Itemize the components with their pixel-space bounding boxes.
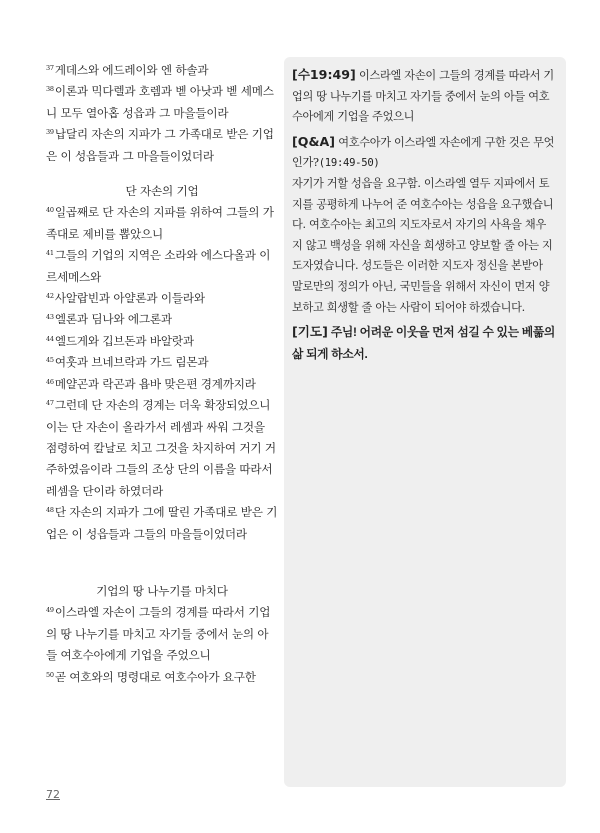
verse bbox=[46, 202, 278, 245]
verse-text: 그들의 기업의 지역은 소라와 에스다올과 이르세메스와 bbox=[46, 248, 271, 284]
verse-number: 37 bbox=[46, 64, 54, 72]
prayer-label: [기도] bbox=[292, 324, 328, 340]
section-heading-land: 기업의 땅 나누기를 마치다 bbox=[96, 583, 228, 598]
prayer-paragraph bbox=[292, 322, 556, 365]
verse-text: 납달리 자손의 지파가 그 가족대로 받은 기업은 이 성읍들과 그 마을들이었더라 bbox=[46, 127, 274, 163]
verse-text: 사알랍빈과 아얄론과 이들라와 bbox=[54, 291, 205, 306]
verse-text: 메얄곤과 락곤과 욥바 맞은편 경계까지라 bbox=[54, 376, 256, 391]
verse bbox=[46, 309, 278, 330]
verse bbox=[46, 331, 278, 352]
verse-number: 46 bbox=[46, 377, 54, 386]
verse-number: 47 bbox=[46, 399, 54, 408]
verse-list-a bbox=[46, 60, 278, 167]
section-heading-dan: 단 자손의 기업 bbox=[125, 184, 199, 199]
prayer-text: 주님! 어려운 이웃을 먼저 섬길 수 있는 베풂의 삶 되게 하소서. bbox=[292, 325, 556, 361]
verse-number: 43 bbox=[46, 313, 54, 322]
verse-text: 곧 여호와의 명령대로 여호수아가 요구한 bbox=[54, 669, 256, 684]
verse bbox=[46, 602, 278, 666]
qa-answer: 자기가 거할 성읍을 요구함. 이스라엘 열두 지파에서 토지를 공평하게 나누어 준 여호수아는 성읍을 요구했습니다. 여호수아는 최고의 지도자로서 자기의 사욕을 채우지 않고 백성을 위해 자신을 희생하고 양보할 줄 아는 지도자였습니다. 성도들은 이러한 지도자 정신을 본받아 말로만의 정의가 아닌, 국민들을 위해서 자신이 먼저 양보하고 희생할 줄 아는 사람이 되어야 하겠습니다. bbox=[292, 176, 554, 314]
verse-text: 게데스와 에드레이와 엔 하솔과 bbox=[54, 63, 209, 77]
verse-text: 그런데 단 자손의 경계는 더욱 확장되었으니 이는 단 자손이 올라가서 레셈과 싸워 그것을 점령하여 칼날로 치고 그것을 차지하여 거기 거주하였음이라 그들의 조상 단의 이름을 따라서 레셈을 단이라 하였더라 bbox=[46, 398, 276, 498]
verse bbox=[46, 288, 278, 309]
reference-label: [수19:49] bbox=[292, 67, 356, 82]
verse bbox=[46, 395, 278, 502]
commentary-box bbox=[284, 57, 566, 787]
verse-text: 이론과 믹다렐과 호렘과 벧 아낫과 벧 세메스니 모두 열아홉 성읍과 그 마을들이라 bbox=[46, 84, 274, 120]
verse-text: 단 자손의 지파가 그에 딸린 가족대로 받은 기업은 이 성읍들과 그들의 마을들이었더라 bbox=[46, 505, 278, 541]
verse bbox=[46, 60, 278, 81]
verse bbox=[46, 245, 278, 288]
verse-number: 50 bbox=[46, 670, 54, 679]
verse bbox=[46, 502, 278, 545]
verse-number: 48 bbox=[46, 506, 54, 515]
scripture-column bbox=[46, 60, 278, 688]
qa-label: [Q&A] bbox=[292, 133, 335, 149]
verse-number: 44 bbox=[46, 334, 54, 343]
verse-text: 여훗과 브네브락과 가드 림몬과 bbox=[54, 355, 209, 370]
qa-reference: (19:49-50) bbox=[318, 157, 380, 170]
qa-question: 여호수아가 이스라엘 자손에게 구한 것은 무엇인가? bbox=[292, 135, 555, 170]
verse-number: 49 bbox=[46, 606, 54, 615]
verse-number: 40 bbox=[46, 206, 54, 215]
verse-list-b bbox=[46, 202, 278, 545]
verse-number: 38 bbox=[46, 85, 54, 94]
verse-text: 엘론과 딤나와 에그론과 bbox=[54, 312, 172, 327]
verse-text: 엘드게와 깁브돈과 바알랏과 bbox=[54, 333, 194, 348]
qa-paragraph bbox=[292, 132, 556, 174]
verse bbox=[46, 124, 278, 167]
verse bbox=[46, 667, 278, 688]
verse bbox=[46, 81, 278, 124]
verse-number: 45 bbox=[46, 356, 54, 365]
verse-number: 42 bbox=[46, 292, 54, 301]
verse-text: 이스라엘 자손이 그들의 경계를 따라서 기업의 땅 나누기를 마치고 자기들 중에서 눈의 아들 여호수아에게 기업을 주었으니 bbox=[46, 605, 271, 663]
verse-list-c bbox=[46, 602, 278, 688]
verse-number: 39 bbox=[46, 128, 54, 137]
verse-text: 일곱째로 단 자손의 지파를 위하여 그들의 가족대로 제비를 뽑았으니 bbox=[46, 205, 274, 241]
verse-number: 41 bbox=[46, 249, 54, 258]
page-number: 72 bbox=[46, 788, 60, 801]
verse bbox=[46, 352, 278, 373]
reference-paragraph bbox=[292, 65, 556, 128]
reference-text: 이스라엘 자손이 그들의 경계를 따라서 기업의 땅 나누기를 마치고 자기들 중에서 눈의 아들 여호수아에게 기업을 주었으니 bbox=[292, 69, 554, 124]
verse bbox=[46, 374, 278, 395]
